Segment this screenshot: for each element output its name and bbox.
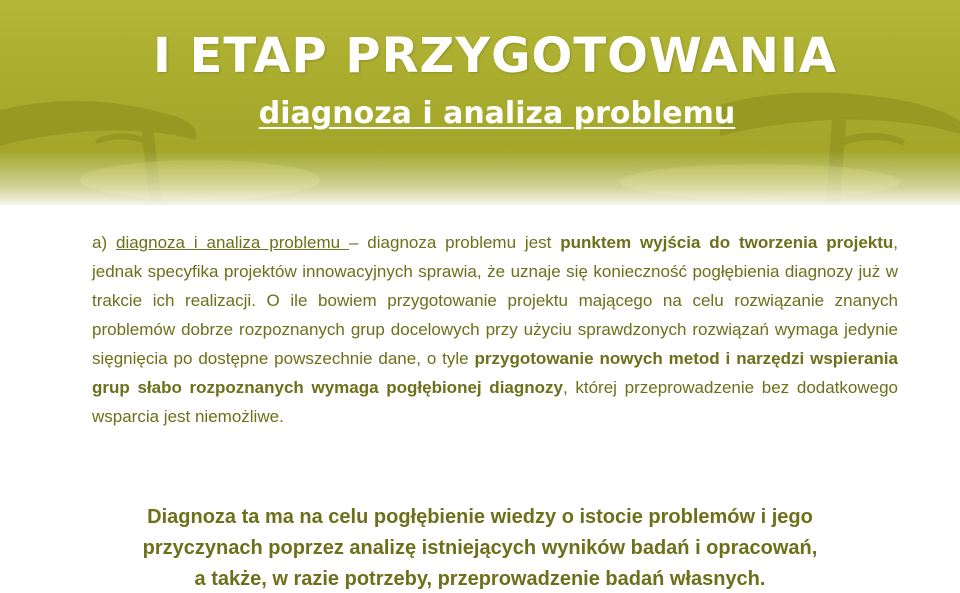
page-subtitle: diagnoza i analiza problemu	[258, 96, 736, 131]
emphasis-text: punktem wyjścia do tworzenia projektu	[560, 233, 894, 252]
banner-fade	[0, 150, 960, 205]
summary-block	[60, 502, 900, 593]
text-segment: , której przeprowadzenie bez dodatkowego wsparcia jest niemożliwe.	[92, 378, 898, 426]
topic-link: diagnoza i analiza problemu	[115, 233, 349, 252]
summary-line: przyczynach poprzez analizę istniejących wyników badań i opracowań,	[142, 537, 818, 559]
text-segment: , jednak specyfika projektów innowacyjnych sprawia, że uznaje się konieczność pogłębienia diagnozy już w trakcie ich realizacji. O ile bowiem przygotowanie projektu mającego na celu rozwiązanie znanych problemów dobrze rozpoznanych grup docelowych przy użyciu sprawdzonych rozwiązań wymaga jedynie sięgnięcia po dostępne powszechnie dane, o tyle	[92, 233, 899, 368]
summary-line: a także, w razie potrzeby, przeprowadzenie badań własnych.	[194, 568, 766, 590]
body-paragraph	[92, 228, 898, 431]
emphasis-text: przygotowanie nowych metod i narzędzi wspierania grup słabo rozpoznanych wymaga pogłębionej diagnozy	[92, 349, 898, 397]
summary-line: Diagnoza ta ma na celu pogłębienie wiedzy o istocie problemów i jego	[147, 506, 813, 528]
text-segment: – diagnoza problemu jest	[348, 233, 561, 252]
header-banner	[0, 0, 960, 205]
list-marker: a)	[92, 233, 116, 252]
page-title: I ETAP PRZYGOTOWANIA	[153, 28, 837, 84]
